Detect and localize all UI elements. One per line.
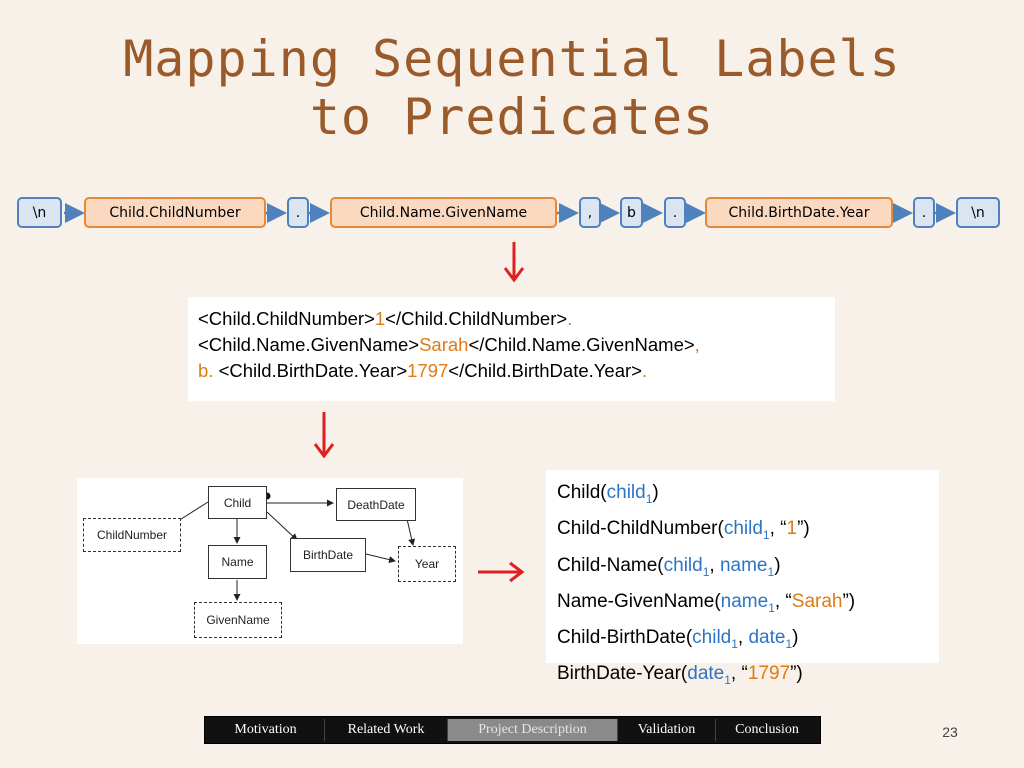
predicate-value: Sarah (791, 590, 843, 612)
seq-token-newline-start: \n (17, 197, 62, 228)
xml-punct: . (641, 360, 648, 381)
predicate-line (557, 659, 928, 695)
xml-open-tag: <Child.BirthDate.Year> (213, 360, 408, 381)
xml-value: 1 (374, 308, 386, 329)
slide-title (0, 30, 1024, 146)
xml-annotated-text (188, 297, 835, 401)
predicate-arg: date (687, 663, 725, 685)
predicate-value: 1797 (747, 663, 791, 685)
xml-line-3 (198, 358, 825, 384)
predicate-end: ) (652, 482, 659, 503)
xml-close-tag: </Child.ChildNumber> (385, 308, 568, 329)
arg-subscript: 1 (645, 491, 653, 506)
predicate-sep: , “ (769, 518, 787, 540)
nav-related-work[interactable]: Related Work (325, 719, 448, 741)
predicate-end: ”) (842, 590, 856, 612)
diagram-node-givenname: GivenName (194, 602, 282, 638)
title-line-2: to Predicates (309, 88, 715, 146)
predicate-line (557, 587, 928, 623)
predicates-list (546, 470, 939, 688)
diagram-node-deathdate: DeathDate (336, 488, 416, 521)
nav-project-description[interactable]: Project Description (448, 719, 618, 741)
predicate-name: Name-GivenName( (557, 590, 721, 612)
xml-value: Sarah (419, 334, 469, 355)
xml-line-2 (198, 332, 825, 358)
predicate-end: ) (774, 554, 781, 576)
nav-conclusion[interactable]: Conclusion (735, 722, 799, 737)
xml-punct: . (567, 308, 573, 329)
diagram-node-birthdate: BirthDate (290, 538, 366, 572)
title-line-1: Mapping Sequential Labels (123, 30, 901, 88)
predicate-name: Child-ChildNumber( (557, 518, 724, 540)
predicate-arg: child (723, 518, 763, 540)
diagram-node-childnumber: ChildNumber (83, 518, 181, 552)
seq-label-child-childnumber: Child.ChildNumber (84, 197, 266, 228)
predicate-line (557, 478, 928, 514)
seq-label-child-name-givenname: Child.Name.GivenName (330, 197, 557, 228)
predicate-arg: child (663, 554, 703, 576)
seq-token-comma: , (579, 197, 601, 228)
right-arrow-icon (476, 560, 528, 584)
nav-motivation[interactable]: Motivation (207, 719, 325, 741)
predicate-name: Child-Name( (557, 554, 664, 576)
predicate-end: ”) (797, 518, 810, 540)
predicate-name: Child( (557, 482, 607, 503)
predicate-sep: , “ (730, 663, 748, 685)
xml-open-tag: <Child.Name.GivenName> (198, 334, 420, 355)
predicate-line (557, 623, 928, 659)
predicate-end: ”) (790, 663, 803, 685)
predicate-arg: name (720, 590, 769, 612)
section-nav-bar (204, 716, 821, 744)
seq-token-period-3: . (913, 197, 935, 228)
xml-close-tag: </Child.Name.GivenName> (468, 334, 695, 355)
predicate-line (557, 514, 928, 550)
xml-close-tag: </Child.BirthDate.Year> (448, 360, 642, 381)
seq-label-child-birthdate-year: Child.BirthDate.Year (705, 197, 893, 228)
xml-value: 1797 (407, 360, 449, 381)
arg-subscript: 1 (762, 528, 770, 543)
xml-line-1 (198, 306, 825, 332)
predicate-arg: name (719, 554, 768, 576)
predicate-name: BirthDate-Year( (557, 663, 688, 685)
arg-subscript: 1 (767, 564, 775, 579)
predicate-sep: , (737, 627, 749, 649)
nav-validation[interactable]: Validation (618, 719, 716, 741)
predicate-sep: , (709, 554, 720, 576)
seq-token-b: b (620, 197, 643, 228)
page-number: 23 (942, 724, 958, 740)
diagram-node-year: Year (398, 546, 456, 582)
predicate-line (557, 551, 928, 587)
down-arrow-icon (502, 240, 526, 284)
seq-token-period-1: . (287, 197, 309, 228)
diagram-node-name: Name (208, 545, 267, 579)
xml-punct: , (694, 334, 700, 355)
conceptual-model-diagram (77, 478, 463, 644)
predicate-arg: date (748, 627, 786, 649)
predicate-arg: child (606, 482, 646, 503)
predicate-arg: child (692, 627, 732, 649)
arg-subscript: 1 (785, 636, 793, 651)
arg-subscript: 1 (768, 600, 775, 615)
arg-subscript: 1 (724, 673, 731, 688)
seq-token-period-2: . (664, 197, 686, 228)
xml-prefix: b. (198, 360, 214, 381)
xml-open-tag: <Child.ChildNumber> (198, 308, 375, 329)
arg-subscript: 1 (702, 564, 710, 579)
down-arrow-icon (312, 410, 336, 460)
predicate-value: 1 (786, 518, 798, 540)
predicate-end: ) (792, 627, 799, 649)
seq-token-newline-end: \n (956, 197, 1000, 228)
diagram-node-child: Child (208, 486, 267, 519)
predicate-sep: , “ (774, 590, 792, 612)
predicate-name: Child-BirthDate( (557, 627, 693, 649)
arg-subscript: 1 (731, 636, 738, 651)
